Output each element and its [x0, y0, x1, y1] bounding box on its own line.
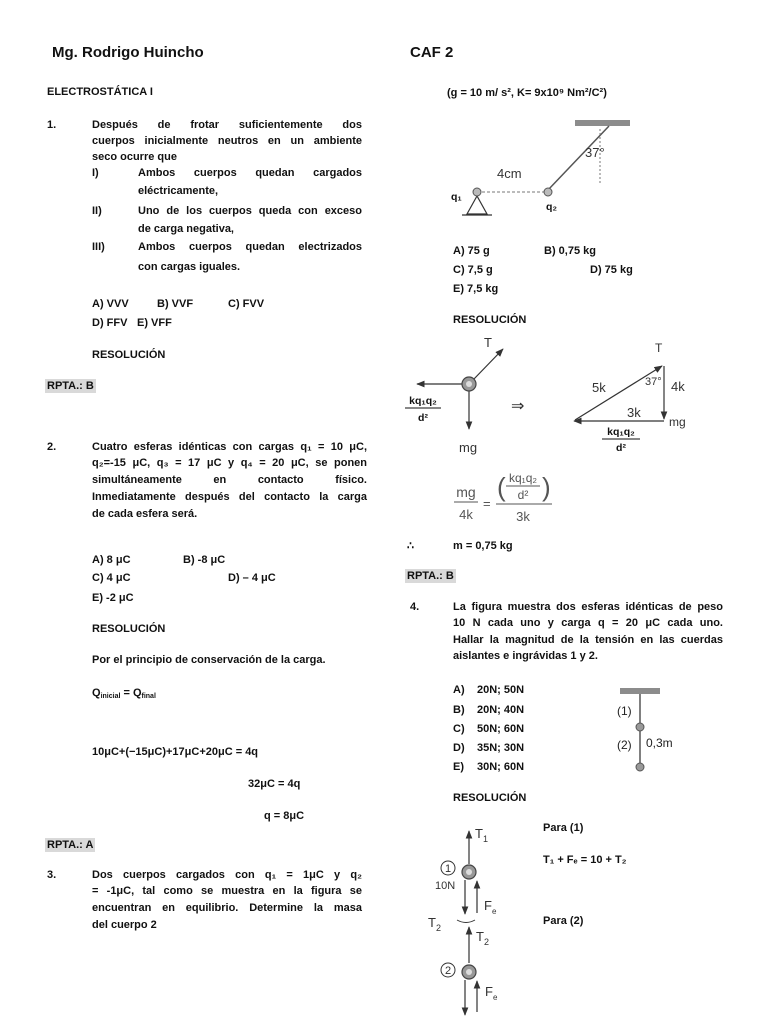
subscript-final: final: [141, 693, 156, 700]
option-a: A) 8 μC: [92, 554, 131, 566]
electric-force-label: F: [484, 898, 492, 913]
tension-label: T: [484, 335, 492, 350]
electric-force-2-label: F: [485, 984, 493, 999]
item-text: con cargas iguales.: [138, 261, 241, 273]
item-text: Ambos cuerpos quedan cargados: [138, 167, 362, 179]
resolution-heading: RESOLUCIÓN: [92, 349, 166, 361]
option-value: 30N; 60N: [477, 761, 525, 773]
angle-label: 37°: [645, 376, 662, 388]
step-equation: 32μC = 4q: [248, 778, 301, 790]
item-number: II): [92, 205, 102, 217]
case-label-2: Para (2): [543, 915, 584, 927]
resolution-heading: RESOLUCIÓN: [92, 623, 166, 635]
rhs-inner-numerator: kq₁q₂: [508, 471, 538, 485]
option-letter: D): [453, 742, 465, 754]
option-letter: E): [453, 761, 464, 773]
charge-2-label: q₂: [546, 201, 558, 213]
coulomb-numerator: kq₁q₂: [409, 395, 437, 407]
option-d: D) FFV: [92, 317, 128, 329]
problem-1-line: seco ocurre que: [92, 151, 177, 163]
cord-cut-mark: [457, 920, 475, 923]
vertical-label: 4k: [671, 379, 685, 394]
ceiling: [575, 120, 630, 126]
option-b: B) -8 μC: [183, 554, 226, 566]
problem-4-line: aislantes e ingrávidas 1 y 2.: [453, 650, 598, 662]
sphere-1: [636, 723, 644, 731]
coulomb-denominator: d²: [418, 412, 428, 424]
equals-charge: = Q: [120, 687, 142, 699]
answer-badge: RPTA.: A: [47, 839, 94, 851]
resolution-heading: RESOLUCIÓN: [453, 314, 527, 326]
course-code: CAF 2: [410, 44, 454, 61]
option-b: B) 0,75 kg: [544, 245, 596, 257]
problem-2-line: de cada esfera será.: [92, 508, 198, 520]
option-letter: B): [453, 704, 465, 716]
case-label-1: Para (1): [543, 822, 584, 834]
problem-3-figure: [451, 120, 630, 215]
tension-2-subscript: 2: [436, 923, 442, 933]
ceiling: [620, 688, 660, 694]
sphere-2-number: 2: [444, 965, 452, 977]
charge-1-ball: [473, 188, 481, 196]
subscript-initial: inicial: [100, 693, 121, 700]
length-label: 0,3m: [646, 736, 673, 750]
author-name: Mg. Rodrigo Huincho: [52, 44, 204, 61]
option-a: A) VVV: [92, 298, 129, 310]
sphere-highlight: [466, 381, 472, 387]
electric-force-2-subscript: e: [493, 993, 498, 1002]
cord-2-label: (2): [617, 738, 632, 752]
rhs-inner-denominator: d²: [517, 488, 529, 502]
therefore-symbol: ∴: [407, 540, 414, 552]
problem-1-number: 1.: [47, 119, 57, 131]
problem-3-line: Dos cuerpos cargados con q₁ = 1μC y q₂: [92, 869, 362, 881]
charge-2-ball: [544, 188, 552, 196]
option-d: D) 75 kg: [590, 264, 633, 276]
support-stand: [467, 196, 487, 214]
tension-1-label: T: [475, 826, 483, 841]
triangle-tension-label: T: [655, 341, 663, 355]
open-paren: (: [497, 472, 506, 502]
close-paren: ): [542, 472, 551, 502]
implies-arrow: ⇒: [511, 398, 525, 415]
cord-1-label: (1): [617, 704, 632, 718]
option-value: 20N; 40N: [477, 704, 525, 716]
option-a: A) 75 g: [453, 245, 490, 257]
resolution-heading: RESOLUCIÓN: [453, 792, 527, 804]
weight-label: mg: [459, 440, 478, 455]
option-letter: A): [453, 684, 465, 696]
option-b: B) VVF: [157, 298, 194, 310]
option-c: C) 7,5 g: [453, 264, 493, 276]
proportion-equation: [454, 471, 552, 524]
triangle-coulomb-numerator: kq₁q₂: [607, 426, 635, 438]
option-d: D) – 4 μC: [228, 572, 276, 584]
triangle-coulomb-denominator: d²: [616, 442, 626, 454]
mass-result: m = 0,75 kg: [453, 540, 513, 552]
triangle-weight-label: mg: [669, 415, 686, 429]
triangle-hypotenuse: [575, 366, 662, 420]
tension-arrow: [473, 349, 503, 380]
problem-2-line: simultáneamente en contacto físico.: [92, 474, 367, 486]
option-value: 35N; 30N: [477, 742, 525, 754]
problem-3-line: encuentran en equilibrio. Determine la masa: [92, 902, 362, 914]
angle-label: 37°: [585, 145, 605, 160]
option-letter: C): [453, 723, 465, 735]
rhs-denominator: 3k: [516, 509, 530, 524]
item-text: eléctricamente,: [138, 185, 219, 197]
sphere-2-highlight: [466, 969, 472, 975]
balance-equation: T₁ + Fₑ = 10 + T₂: [543, 854, 627, 866]
problem-2-number: 2.: [47, 441, 57, 453]
item-number: I): [92, 167, 99, 179]
option-e: E) VFF: [137, 317, 172, 329]
problem-2-line: q₂=-15 μC, q₃ = 17 μC y q₄ = 20 μC, se ponen: [92, 457, 367, 469]
problem-2-line: Cuatro esferas idénticas con cargas q₁ = 10 μC,: [92, 441, 367, 453]
option-c: C) FVV: [228, 298, 265, 310]
sphere-2: [636, 763, 644, 771]
item-number: III): [92, 241, 105, 253]
problem-4-line: 10 N cada uno y carga q = 20 μC cada uno.: [453, 617, 723, 629]
result-equation: q = 8μC: [264, 810, 305, 822]
tension-2-label: T: [428, 915, 436, 930]
electric-force-subscript: e: [492, 907, 497, 916]
problem-1-line: Después de frotar suficientemente dos: [92, 119, 362, 131]
section-title: ELECTROSTÁTICA I: [47, 86, 153, 98]
charge-symbol: Q: [92, 687, 101, 699]
charge-1-label: q₁: [451, 191, 462, 203]
weight-label: 10N: [435, 880, 456, 892]
answer-badge: RPTA.: B: [47, 380, 94, 392]
constants-line: (g = 10 m/ s², K= 9x10⁹ Nm²/C²): [447, 87, 607, 99]
force-diagram: [405, 335, 686, 455]
problem-3-line: del cuerpo 2: [92, 919, 157, 931]
distance-label: 4cm: [497, 166, 522, 181]
equals-sign: =: [483, 496, 491, 511]
problem-4-line: Hallar la magnitud de la tensión en las cuerdas: [453, 634, 723, 646]
answer-badge: RPTA.: B: [407, 570, 454, 582]
sphere-1-number: 1: [444, 863, 452, 875]
problem-4-line: La figura muestra dos esferas idénticas de peso: [453, 601, 723, 613]
option-value: 50N; 60N: [477, 723, 525, 735]
option-e: E) 7,5 kg: [453, 283, 499, 295]
sphere-1-highlight: [466, 869, 472, 875]
option-c: C) 4 μC: [92, 572, 131, 584]
item-text: Ambos cuerpos quedan electrizados: [138, 241, 362, 253]
tension-2-lower-subscript: 2: [484, 937, 490, 947]
option-e: E) -2 μC: [92, 592, 134, 604]
problem-3-line: = -1μC, tal como se muestra en la figura se: [92, 885, 362, 897]
lhs-numerator: mg: [456, 484, 476, 500]
tension-2-lower-label: T: [476, 929, 484, 944]
problem-4-number: 4.: [410, 601, 420, 613]
sum-equation: 10μC+(−15μC)+17μC+20μC = 4q: [92, 746, 259, 758]
lhs-denominator: 4k: [459, 507, 473, 522]
hypotenuse-label: 5k: [592, 380, 606, 395]
horizontal-label: 3k: [627, 405, 641, 420]
item-text: de carga negativa,: [138, 223, 234, 235]
problem-4-figure: [617, 688, 673, 771]
item-text: Uno de los cuerpos queda con exceso: [138, 205, 362, 217]
free-body-diagram: [428, 826, 498, 1015]
tension-1-subscript: 1: [483, 834, 489, 844]
problem-2-line: Inmediatamente después del contacto la carga: [92, 491, 367, 503]
problem-3-number: 3.: [47, 869, 57, 881]
resolution-text: Por el principio de conservación de la carga.: [92, 654, 326, 666]
problem-1-line: cuerpos inicialmente neutros en un ambiente: [92, 135, 362, 147]
option-value: 20N; 50N: [477, 684, 525, 696]
